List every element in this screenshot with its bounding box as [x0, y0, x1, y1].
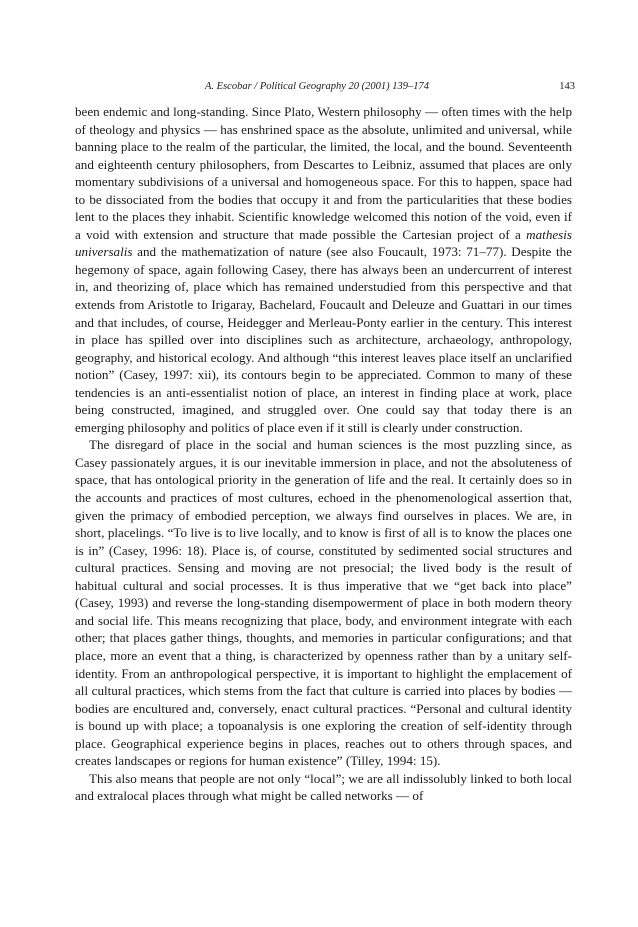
running-header [75, 80, 575, 94]
running-title: A. Escobar / Political Geography 20 (2001) 139–174 [205, 81, 429, 92]
paragraph-1 [75, 103, 572, 436]
italic-term: mathesis universalis [75, 226, 572, 260]
article-body [75, 103, 572, 805]
paragraph-2: The disregard of place in the social and human sciences is the most puzzling since, as Casey passionately argues, it is our inevitable immersion in place, and not the absoluteness of space, that has ontological priority in the generation of life and the real. It certainly does so in the accounts and practices of most cultures, echoed in the phenomenological assertion that, given the primacy of embodied perception, we always find ourselves in places. We are, in short, placelings. “To live is to live locally, and to know is first of all is to know the places one is in” (Casey, 1996: 18). Place is, of course, constituted by sedimented social structures and cultural practices. Sensing and moving are not presocial; the lived body is the result of habitual cultural and social processes. It is thus imperative that we “get back into place” (Casey, 1993) and reverse the long-standing disempowerment of place in both modern theory and social life. This means recognizing that place, body, and environment integrate with each other; that places gather things, thoughts, and memories in particular configurations; and that place, more an event that a thing, is characterized by openness rather than by a unitary self-identity. From an anthropological perspective, it is important to highlight the emplacement of all cultural practices, which stems from the fact that culture is carried into places by bodies — bodies are encultured and, conversely, enact cultural practices. “Personal and cultural identity is bound up with place; a topoanalysis is one exploring the creation of self-identity through place. Geographical experience begins in places, reaches out to others through spaces, and creates landscapes or regions for human existence” (Tilley, 1994: 15). [75, 437, 572, 769]
paragraph-1-text-a: been endemic and long-standing. Since Plato, Western philosophy — often times with the help of theology and physics — has enshrined space as the absolute, unlimited and universal, while banning place to the realm of the particular, the limited, the local, and the bound. Seventeenth and eighteenth century philosophers, from Descartes to Leibniz, assumed that places are only momentary subdivisions of a universal and homogeneous space. For this to happen, space had to be dissociated from the bodies that occupy it and from the particularities that these bodies lent to the places they inhabit. Scientific knowledge welcomed this notion of the void, even if a void with extension and structure that made possible the Cartesian project of a [75, 104, 572, 242]
page-number: 143 [559, 81, 575, 92]
paragraph-3: This also means that people are not only “local”; we are all indissolubly linked to both local and extralocal places through what might be called networks — of [75, 770, 572, 804]
paragraph-1-text-b: and the mathematization of nature (see also Foucault, 1973: 71–77). Despite the hegemony of space, again following Casey, there has always been an undercurrent of interest in, and theorizing of, place which has remained understudied from this perspective and that extends from Aristotle to Irigaray, Bachelard, Foucault and Deleuze and Guattari in our times and that includes, of course, Heidegger and Merleau-Ponty earlier in the century. This interest in place has spilled over into disciplines such as architecture, archaeology, anthropology, geography, and historical ecology. And although “this interest leaves place itself an unclarified notion” (Casey, 1997: xii), its contours begin to be appreciated. Common to many of these tendencies is an anti-essentialist notion of place, an interest in finding place at work, place being constructed, imagined, and struggled over. One could say that today there is an emerging philosophy and politics of place even if it still is clearly under construction. [75, 244, 572, 435]
